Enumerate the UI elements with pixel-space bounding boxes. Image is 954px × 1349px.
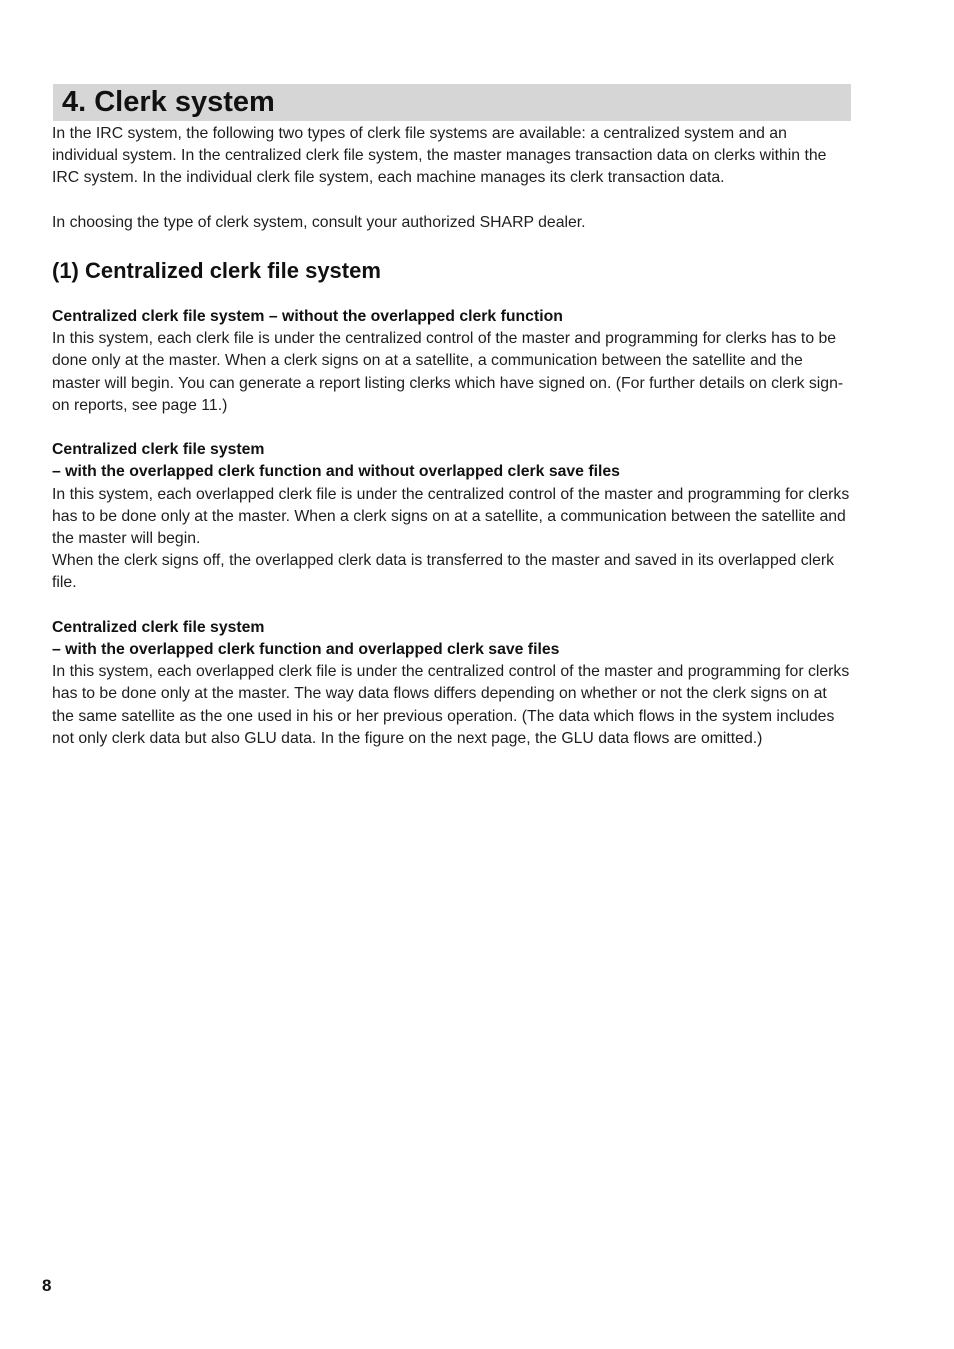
section-body — [52, 306, 852, 750]
subsection-paragraph: In this system, each clerk file is under the centralized control of the master and programming for clerks has to be done only at the master. When a clerk signs on at a satellite, a communication between the satellite and the master will begin. You can generate a report listing clerks which have signed on. (For further details on clerk sign-on reports, see page 11.) — [52, 330, 844, 414]
page-number: 8 — [42, 1276, 52, 1295]
subsection-paragraph: In this system, each overlapped clerk file is under the centralized control of the master and programming for clerks has to be done only at the master. The way data flows differs depending on whether or not the clerk signs on at the same satellite as the one used in his or her previous operation. (The data which flows in the system includes not only clerk data but also GLU data. In the figure on the next page, the GLU data flows are omitted.) — [52, 663, 850, 747]
page-content — [52, 123, 852, 772]
subsection-heading: Centralized clerk file system – without the overlapped clerk function — [52, 308, 563, 325]
subsection-overlapped-without-save — [52, 439, 852, 594]
subsection-heading-line-2: – with the overlapped clerk function and overlapped clerk save files — [52, 641, 560, 659]
subsection-heading: Centralized clerk file system — [52, 618, 265, 636]
chapter-title-bar — [53, 84, 851, 121]
section-heading: (1) Centralized clerk file system — [52, 258, 381, 283]
subsection-heading: Centralized clerk file system — [52, 441, 265, 459]
intro-paragraph-2: In choosing the type of clerk system, consult your authorized SHARP dealer. — [52, 213, 586, 231]
subsection-paragraph: In this system, each overlapped clerk file is under the centralized control of the master and programming for clerks has to be done only at the master. When a clerk signs on at a satellite, a communication between the satellite and the master will begin. — [52, 485, 850, 548]
subsection-overlapped-with-save — [52, 617, 852, 750]
chapter-title: 4. Clerk system — [62, 86, 275, 118]
subsection-paragraph: When the clerk signs off, the overlapped clerk data is transferred to the master and saved in its overlapped clerk file. — [52, 552, 835, 592]
intro-paragraph-1: In the IRC system, the following two types of clerk file systems are available: a centralized system and an individual system. In the centralized clerk file system, the master manages transaction data on clerks within the IRC system. In the individual clerk file system, each machine manages its clerk transaction data. — [52, 125, 827, 187]
subsection-without-overlapped — [52, 306, 852, 417]
subsection-heading-line-2: – with the overlapped clerk function and without overlapped clerk save files — [52, 463, 620, 481]
